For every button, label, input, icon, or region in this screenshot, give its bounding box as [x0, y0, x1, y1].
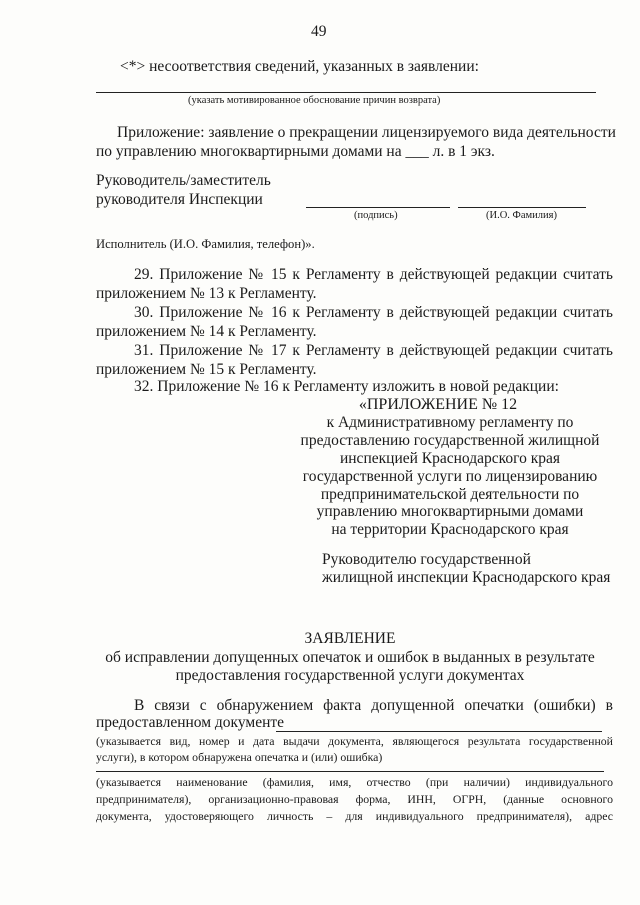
- name-caption: (И.О. Фамилия): [486, 210, 557, 221]
- signatory-role-line-2: руководителя Инспекции: [96, 191, 263, 208]
- signatory-role-line-1: Руководитель/заместитель: [96, 172, 271, 189]
- attachment-line-2: по управлению многоквартирными домами на ___ л. в 1 экз.: [96, 143, 495, 160]
- statement-subtitle-2: предоставления государственной услуги документах: [175, 667, 525, 684]
- reason-underline: [96, 92, 596, 93]
- item-30-line-2: приложением № 14 к Регламенту.: [96, 323, 317, 340]
- appendix-title: «ПРИЛОЖЕНИЕ № 12: [358, 396, 518, 413]
- name-line: [458, 207, 586, 208]
- item-29-line-1: 29. Приложение № 15 к Регламенту в действующей редакции считать: [134, 266, 613, 283]
- item-31-line-1: 31. Приложение № 17 к Регламенту в действующей редакции считать: [134, 342, 613, 359]
- appendix-line-8: на территории Краснодарского края: [331, 521, 569, 538]
- item-32-line-1: 32. Приложение № 16 к Регламенту изложить в новой редакции:: [134, 378, 559, 395]
- addressee-line-2: жилищной инспекции Краснодарского края: [322, 569, 611, 586]
- appendix-line-4: инспекцией Краснодарского края: [339, 450, 561, 467]
- document-caption-line-2: услуги), в котором обнаружена опечатка и (или) ошибка): [96, 750, 383, 764]
- page-number: 49: [311, 23, 327, 40]
- applicant-caption-line-2: предпринимателя), организационно-правовая форма, ИНН, ОГРН, (данные основного: [96, 792, 613, 806]
- addressee-line-1: Руководителю государственной: [322, 551, 531, 568]
- appendix-line-6: предпринимательской деятельности по: [320, 486, 580, 503]
- item-30-line-1: 30. Приложение № 16 к Регламенту в действующей редакции считать: [134, 304, 613, 321]
- document-underline: [276, 731, 602, 732]
- applicant-caption-line-3: документа, удостоверяющего личность – для индивидуального предпринимателя), адрес: [96, 809, 613, 823]
- signature-line: [306, 207, 450, 208]
- nonconformity-line: <*> несоответствия сведений, указанных в заявлении:: [120, 58, 479, 75]
- appendix-line-2: к Административному регламенту по: [326, 414, 574, 431]
- applicant-caption-line-1: (указывается наименование (фамилия, имя, отчество (при наличии) индивидуального: [96, 775, 613, 789]
- item-31-line-2: приложением № 15 к Регламенту.: [96, 361, 317, 378]
- statement-title: ЗАЯВЛЕНИЕ: [304, 630, 396, 647]
- statement-body-line-2: предоставленном документе: [96, 714, 285, 731]
- statement-body-line-1: В связи с обнаружением факта допущенной опечатки (ошибки) в: [134, 697, 613, 714]
- document-caption-line-1: (указывается вид, номер и дата выдачи документа, являющегося результата государственной: [96, 734, 613, 748]
- appendix-line-5: государственной услуги по лицензированию: [302, 468, 598, 485]
- reason-caption: (указать мотивированное обоснование причин возврата): [188, 95, 441, 106]
- appendix-line-3: предоставлению государственной жилищной: [300, 432, 600, 449]
- attachment-line-1: Приложение: заявление о прекращении лицензируемого вида деятельности: [117, 124, 616, 141]
- signature-caption: (подпись): [354, 210, 398, 221]
- statement-subtitle-1: об исправлении допущенных опечаток и ошибок в выданных в результате: [105, 649, 595, 666]
- applicant-underline: [96, 771, 604, 772]
- executor-line: Исполнитель (И.О. Фамилия, телефон)».: [96, 237, 315, 251]
- item-29-line-2: приложением № 13 к Регламенту.: [96, 285, 317, 302]
- appendix-line-7: управлению многоквартирными домами: [316, 503, 584, 520]
